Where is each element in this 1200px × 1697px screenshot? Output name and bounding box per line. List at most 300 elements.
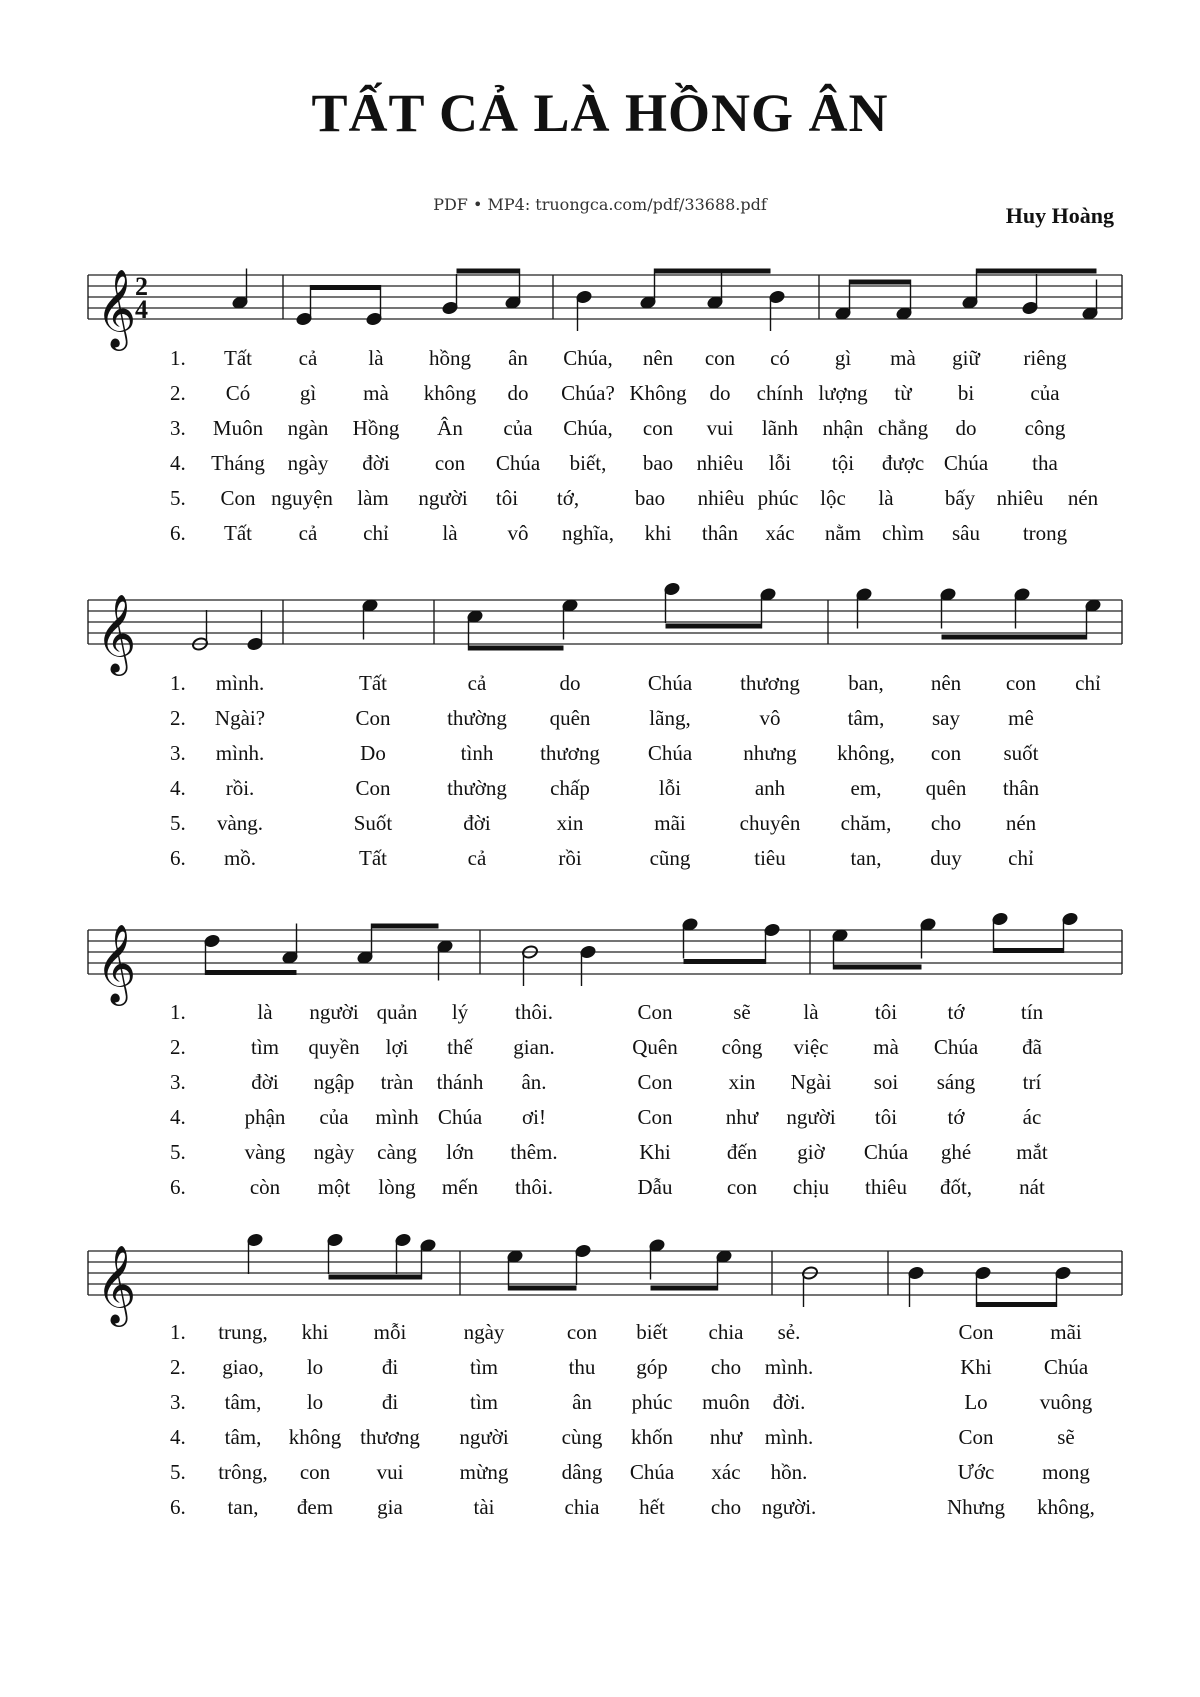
lyric-syllable: tìm [250, 1035, 280, 1059]
lyric-syllable: lợi [385, 1035, 409, 1059]
lyric-syllable: ban, [848, 671, 884, 695]
verse-number: 3. [170, 1070, 186, 1094]
lyric-syllable: vô [507, 521, 529, 545]
lyric-syllable: thân [1002, 776, 1040, 800]
lyric-syllable: tôi [874, 1105, 898, 1129]
lyric-syllable: người [418, 486, 468, 510]
lyric-syllable: Khi [639, 1140, 671, 1164]
lyric-syllable: tan, [227, 1495, 259, 1519]
lyric-syllable: một [317, 1175, 351, 1199]
composer-name: Huy Hoàng [1005, 203, 1114, 228]
lyric-syllable: con [930, 741, 962, 765]
lyric-syllable: tâm, [847, 706, 885, 730]
lyric-syllable: tiêu [754, 846, 786, 870]
lyric-syllable: tôi [495, 486, 519, 510]
lyric-syllable: khốn [631, 1425, 673, 1449]
lyric-syllable: vui [376, 1460, 404, 1484]
lyric-syllable: chăm, [840, 811, 892, 835]
verse-number: 5. [170, 811, 186, 835]
treble-clef-icon: 𝄞 [96, 269, 137, 348]
verse-number: 5. [170, 1460, 186, 1484]
verse-number: 4. [170, 1425, 186, 1449]
lyric-syllable: mà [363, 381, 389, 405]
lyric-syllable: lãng, [649, 706, 691, 730]
lyric-syllable: giờ [797, 1140, 825, 1164]
lyric-syllable: công [1024, 416, 1066, 440]
time-signature-top: 2 [135, 272, 148, 301]
lyric-syllable: quên [925, 776, 967, 800]
lyric-syllable: cùng [561, 1425, 603, 1449]
lyric-syllable: vàng [244, 1140, 286, 1164]
lyric-syllable: con [434, 451, 466, 475]
verse-number: 3. [170, 1390, 186, 1414]
lyric-syllable: là [442, 521, 458, 545]
lyric-syllable: Con [220, 486, 256, 510]
lyric-syllable: thánh [436, 1070, 484, 1094]
lyric-syllable: Suốt [353, 811, 393, 835]
verse-number: 4. [170, 776, 186, 800]
lyric-syllable: Chúa [647, 671, 693, 695]
lyric-syllable: cho [930, 811, 962, 835]
lyric-syllable: Ước [957, 1460, 995, 1484]
lyric-syllable: Chúa, [563, 416, 613, 440]
lyric-syllable: thương [740, 671, 800, 695]
lyric-syllable: đời. [772, 1390, 806, 1414]
song-title: TẤT CẢ LÀ HỒNG ÂN [311, 83, 889, 143]
lyric-syllable: tràn [380, 1070, 414, 1094]
lyric-syllable: con [642, 416, 674, 440]
lyric-syllable: là [368, 346, 384, 370]
lyric-syllable: ngày [287, 451, 329, 475]
verse-number: 2. [170, 1035, 186, 1059]
lyric-syllable: hết [639, 1495, 665, 1519]
lyric-syllable: rồi. [225, 776, 255, 800]
verse-number: 3. [170, 741, 186, 765]
lyric-syllable: việc [793, 1035, 829, 1059]
lyric-syllable: soi [873, 1070, 899, 1094]
lyric-syllable: say [932, 706, 960, 730]
lyric-syllable: cả [298, 346, 318, 370]
lyric-syllable: đi [381, 1355, 399, 1379]
lyric-syllable: Có [225, 381, 251, 405]
lyric-syllable: ân [508, 346, 528, 370]
lyric-syllable: Chúa [1043, 1355, 1089, 1379]
lyric-syllable: mồ. [223, 846, 257, 870]
lyric-syllable: chia [564, 1495, 600, 1519]
lyric-syllable: là [257, 1000, 273, 1024]
note [326, 1233, 343, 1274]
lyric-syllable: người [459, 1425, 509, 1449]
lyric-syllable: muôn [702, 1390, 750, 1414]
lyric-syllable: chính [756, 381, 804, 405]
lyric-syllable: không, [837, 741, 895, 765]
lyric-syllable: nên [642, 346, 674, 370]
lyric-syllable: mắt [1016, 1140, 1048, 1164]
lyric-syllable: quên [549, 706, 591, 730]
lyric-syllable: cho [710, 1495, 742, 1519]
lyric-syllable: Ngài? [214, 706, 266, 730]
lyric-syllable: lượng [818, 381, 868, 405]
lyric-syllable: mà [890, 346, 916, 370]
lyric-syllable: thường [447, 776, 507, 800]
lyric-syllable: biết, [569, 451, 607, 475]
lyric-syllable: nén [1005, 811, 1037, 835]
lyric-syllable: suốt [1003, 741, 1039, 765]
lyric-syllable: mến [441, 1175, 479, 1199]
lyric-syllable: tài [473, 1495, 495, 1519]
lyric-syllable: duy [930, 846, 962, 870]
lyric-syllable: Con [637, 1070, 673, 1094]
lyric-syllable: hồn. [770, 1460, 808, 1484]
lyric-syllable: Lo [964, 1390, 988, 1414]
lyric-syllable: của [503, 416, 533, 440]
lyric-syllable: nén [1067, 486, 1099, 510]
lyric-syllable: thương [540, 741, 600, 765]
verse-number: 1. [170, 1320, 186, 1344]
verse-number: 5. [170, 1140, 186, 1164]
lyric-syllable: tâm, [224, 1390, 262, 1414]
lyric-syllable: phúc [757, 486, 799, 510]
lyric-syllable: do [709, 381, 731, 405]
lyric-syllable: cho [710, 1355, 742, 1379]
lyric-syllable: mà [873, 1035, 899, 1059]
lyric-syllable: phận [244, 1105, 286, 1129]
note [394, 1233, 411, 1274]
lyric-syllable: Con [637, 1105, 673, 1129]
lyric-syllable: Con [958, 1425, 994, 1449]
lyric-syllable: thân [701, 521, 739, 545]
lyric-syllable: ngày [463, 1320, 505, 1344]
lyric-syllable: của [319, 1105, 349, 1129]
lyric-syllable: vàng. [216, 811, 264, 835]
lyric-syllable: mê [1008, 706, 1034, 730]
verse-number: 6. [170, 521, 186, 545]
lyric-syllable: Chúa [863, 1140, 909, 1164]
lyric-syllable: bao [634, 486, 666, 510]
lyric-syllable: tình [460, 741, 494, 765]
lyric-syllable: lo [306, 1390, 324, 1414]
lyric-syllable: con [1005, 671, 1037, 695]
verse-number: 2. [170, 1355, 186, 1379]
lyric-syllable: chìm [882, 521, 924, 545]
lyric-syllable: ghé [940, 1140, 972, 1164]
lyric-syllable: tôi [874, 1000, 898, 1024]
lyric-syllable: mãi [1050, 1320, 1082, 1344]
lyric-syllable: mình. [215, 671, 265, 695]
source-link-line[interactable]: PDF • MP4: truongca.com/pdf/33688.pdf [433, 195, 767, 214]
lyric-syllable: là [878, 486, 894, 510]
lyric-syllable: tâm, [224, 1425, 262, 1449]
lyric-syllable: vô [759, 706, 781, 730]
lyric-syllable: nguyện [271, 486, 333, 510]
verse-number: 3. [170, 416, 186, 440]
lyric-syllable: Tất [224, 521, 252, 545]
lyric-syllable: chịu [792, 1175, 830, 1199]
lyric-syllable: thường [447, 706, 507, 730]
lyric-syllable: ngàn [287, 416, 329, 440]
note [246, 1233, 263, 1274]
lyric-syllable: giữ [952, 346, 980, 370]
lyric-syllable: trí [1022, 1070, 1042, 1094]
lyric-syllable: mình. [764, 1425, 814, 1449]
note [907, 1266, 924, 1307]
verse-number: 6. [170, 1495, 186, 1519]
lyric-syllable: còn [249, 1175, 281, 1199]
note [1054, 1266, 1071, 1307]
lyric-syllable: Chúa? [561, 381, 615, 405]
lyric-syllable: lỗi [658, 776, 682, 800]
lyric-syllable: đem [296, 1495, 334, 1519]
lyric-syllable: Chúa, [563, 346, 613, 370]
lyric-syllable: như [725, 1105, 759, 1129]
lyric-syllable: như [709, 1425, 743, 1449]
lyric-syllable: giao, [222, 1355, 264, 1379]
verse-number: 5. [170, 486, 186, 510]
lyric-syllable: Khi [960, 1355, 992, 1379]
lyric-syllable: chỉ [1008, 846, 1034, 870]
verse-number: 4. [170, 451, 186, 475]
lyric-syllable: tìm [469, 1355, 499, 1379]
lyric-syllable: đã [1022, 1035, 1042, 1059]
lyric-syllable: gì [834, 346, 852, 370]
lyric-syllable: con [299, 1460, 331, 1484]
lyric-syllable: mừng [459, 1460, 509, 1484]
lyric-syllable: chẳng [877, 416, 929, 440]
lyric-syllable: thiêu [865, 1175, 907, 1199]
lyric-syllable: tha [1032, 451, 1058, 475]
lyric-syllable: Tất [359, 671, 387, 695]
lyric-syllable: cũng [649, 846, 691, 870]
lyric-syllable: thôi. [515, 1000, 553, 1024]
lyric-syllable: khi [301, 1320, 329, 1344]
note [801, 1266, 818, 1307]
lyric-syllable: mãi [654, 811, 686, 835]
lyric-syllable: Chúa [943, 451, 989, 475]
lyric-syllable: lộc [820, 486, 846, 510]
lyric-syllable: chấp [550, 776, 590, 800]
lyric-syllable: ơi! [522, 1105, 546, 1129]
lyric-syllable: được [881, 451, 925, 475]
lyric-syllable: Tháng [211, 451, 265, 475]
lyric-syllable: nhiêu [996, 486, 1044, 510]
lyric-syllable: lý [451, 1000, 469, 1024]
lyric-syllable: Do [360, 741, 386, 765]
lyric-syllable: người [786, 1105, 836, 1129]
lyric-syllable: xác [765, 521, 795, 545]
verse-number: 1. [170, 671, 186, 695]
lyric-syllable: Chúa [933, 1035, 979, 1059]
lyric-syllable: gia [377, 1495, 403, 1519]
beam [509, 1286, 577, 1291]
lyric-syllable: sâu [952, 521, 980, 545]
lyric-syllable: là [803, 1000, 819, 1024]
lyric-syllable: dâng [561, 1460, 603, 1484]
lyric-syllable: tín [1020, 1000, 1044, 1024]
lyric-syllable: thế [447, 1035, 473, 1059]
note [974, 1266, 991, 1307]
lyric-syllable: cả [467, 846, 487, 870]
lyric-syllable: không, [1037, 1495, 1095, 1519]
lyric-syllable: nhiêu [696, 451, 744, 475]
lyric-syllable: mong [1042, 1460, 1090, 1484]
lyric-syllable: sẻ. [777, 1320, 801, 1344]
lyric-syllable: em, [850, 776, 882, 800]
note [574, 1244, 591, 1285]
lyric-syllable: Chúa [437, 1105, 483, 1129]
lyric-syllable: lỗi [768, 451, 792, 475]
lyric-syllable: công [721, 1035, 763, 1059]
lyric-syllable: quản [376, 1000, 418, 1024]
verse-number: 2. [170, 381, 186, 405]
lyric-syllable: tớ, [556, 486, 580, 510]
lyric-syllable: nát [1019, 1175, 1045, 1199]
lyric-syllable: tìm [469, 1390, 499, 1414]
lyric-syllable: rồi [558, 846, 582, 870]
lyric-syllable: nghĩa, [562, 521, 614, 545]
lyric-syllable: quyền [308, 1035, 360, 1059]
lyric-syllable: ân. [521, 1070, 547, 1094]
lyric-syllable: người. [761, 1495, 817, 1519]
verse-number: 1. [170, 346, 186, 370]
lyric-syllable: xin [728, 1070, 756, 1094]
lyric-syllable: Con [355, 706, 391, 730]
treble-clef-icon: 𝄞 [96, 594, 137, 673]
lyric-syllable: Con [355, 776, 391, 800]
lyric-syllable: nên [930, 671, 962, 695]
lyric-syllable: sẽ [1057, 1425, 1075, 1449]
lyric-syllable: càng [377, 1140, 417, 1164]
lyric-syllable: khi [644, 521, 672, 545]
lyric-syllable: lo [306, 1355, 324, 1379]
lyric-syllable: trung, [218, 1320, 268, 1344]
verse-number: 6. [170, 846, 186, 870]
lyric-syllable: hồng [429, 346, 471, 370]
lyric-syllable: Quên [632, 1035, 678, 1059]
lyric-syllable: làm [357, 486, 389, 510]
lyric-syllable: thu [568, 1355, 596, 1379]
lyric-syllable: nằm [824, 521, 862, 545]
lyric-syllable: chỉ [1075, 671, 1101, 695]
lyric-syllable: con [704, 346, 736, 370]
lyric-syllable: phúc [631, 1390, 673, 1414]
lyric-syllable: tớ [947, 1000, 965, 1024]
lyric-syllable: đốt, [939, 1175, 973, 1199]
verse-number: 1. [170, 1000, 186, 1024]
lyric-syllable: bi [957, 381, 975, 405]
lyric-syllable: mỗi [373, 1320, 407, 1344]
lyric-syllable: từ [894, 381, 912, 405]
time-signature-bottom: 4 [135, 295, 148, 324]
lyric-syllable: không [288, 1425, 342, 1449]
lyric-syllable: ngập [313, 1070, 355, 1094]
lyric-syllable: chuyên [739, 811, 801, 835]
lyric-syllable: ân [572, 1390, 592, 1414]
lyric-syllable: tan, [850, 846, 882, 870]
lyric-syllable: của [1030, 381, 1060, 405]
lyric-syllable: Con [958, 1320, 994, 1344]
lyric-syllable: do [559, 671, 581, 695]
lyric-syllable: Không [629, 381, 687, 405]
lyric-syllable: con [726, 1175, 758, 1199]
treble-clef-icon: 𝄞 [96, 924, 137, 1003]
lyric-syllable: Con [637, 1000, 673, 1024]
lyric-syllable: có [770, 346, 790, 370]
verse-number: 4. [170, 1105, 186, 1129]
lyric-syllable: không [423, 381, 477, 405]
lyric-syllable: ác [1022, 1105, 1042, 1129]
lyric-syllable: biết [636, 1320, 668, 1344]
lyric-syllable: Hồng [352, 416, 400, 440]
lyric-syllable: chia [708, 1320, 744, 1344]
lyric-syllable: lòng [378, 1175, 416, 1199]
lyric-syllable: đời [251, 1070, 279, 1094]
lyric-syllable: Nhưng [946, 1495, 1006, 1519]
lyric-syllable: vuông [1039, 1390, 1093, 1414]
lyric-syllable: vui [706, 416, 734, 440]
lyric-syllable: nhiêu [697, 486, 745, 510]
lyric-syllable: Tất [359, 846, 387, 870]
beam [651, 1286, 718, 1291]
lyric-syllable: đời [463, 811, 491, 835]
lyric-syllable: mình [375, 1105, 419, 1129]
lyric-syllable: trông, [218, 1460, 268, 1484]
lyric-syllable: Chúa [495, 451, 541, 475]
lyric-syllable: Tất [224, 346, 252, 370]
lyric-syllable: đến [726, 1140, 758, 1164]
lyric-syllable: xin [556, 811, 584, 835]
verse-number: 6. [170, 1175, 186, 1199]
lyric-syllable: Chúa [647, 741, 693, 765]
lyric-syllable: do [507, 381, 529, 405]
lyric-syllable: bao [642, 451, 674, 475]
lyric-syllable: đời [362, 451, 390, 475]
lyric-syllable: Chúa [629, 1460, 675, 1484]
lyric-syllable: riêng [1023, 346, 1067, 370]
lyric-syllable: con [566, 1320, 598, 1344]
lyric-syllable: ngày [313, 1140, 355, 1164]
lyric-syllable: nhưng [743, 741, 797, 765]
lyric-syllable: lớn [446, 1140, 474, 1164]
lyric-syllable: tội [831, 451, 855, 475]
lyric-syllable: Ngài [790, 1070, 832, 1094]
lyric-syllable: Ân [437, 416, 463, 440]
lyric-syllable: thêm. [510, 1140, 558, 1164]
lyric-syllable: anh [754, 776, 786, 800]
lyric-syllable: chỉ [363, 521, 389, 545]
lyric-syllable: góp [636, 1355, 668, 1379]
lyric-syllable: sáng [936, 1070, 976, 1094]
lyric-syllable: do [955, 416, 977, 440]
lyric-syllable: thương [360, 1425, 420, 1449]
lyric-syllable: xác [711, 1460, 741, 1484]
lyric-syllable: Dẫu [637, 1175, 673, 1199]
lyric-syllable: người [309, 1000, 359, 1024]
beam [329, 1275, 422, 1280]
lyric-syllable: nhận [822, 416, 864, 440]
lyric-syllable: Muôn [212, 416, 264, 440]
lyric-syllable: bấy [944, 486, 976, 510]
lyric-syllable: gian. [513, 1035, 555, 1059]
treble-clef-icon: 𝄞 [96, 1245, 137, 1324]
lyric-syllable: cả [467, 671, 487, 695]
lyric-syllable: gì [299, 381, 317, 405]
verse-number: 2. [170, 706, 186, 730]
lyric-syllable: trong [1022, 521, 1068, 545]
lyric-syllable: mình. [764, 1355, 814, 1379]
lyric-syllable: thôi. [515, 1175, 553, 1199]
lyric-syllable: đi [381, 1390, 399, 1414]
lyric-syllable: mình. [215, 741, 265, 765]
